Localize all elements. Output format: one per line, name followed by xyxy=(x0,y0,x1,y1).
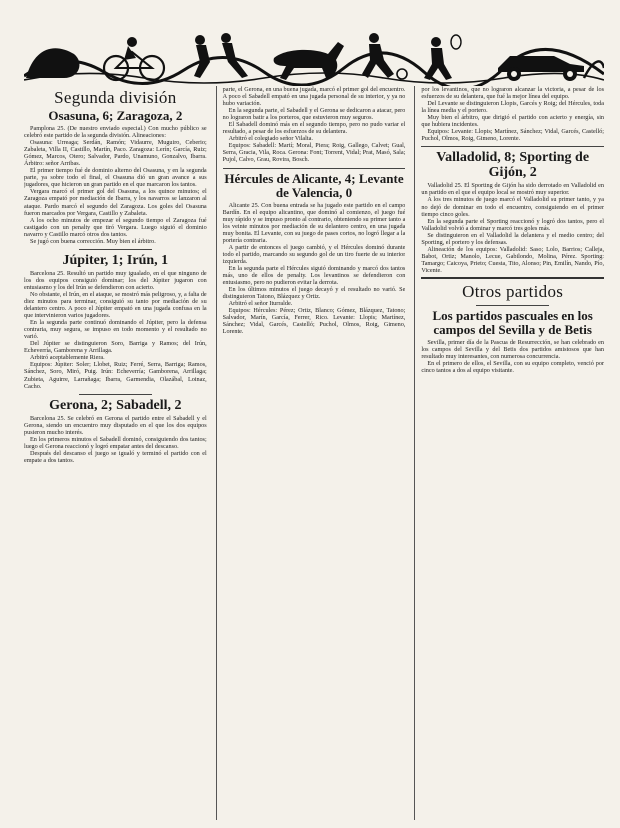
article-paragraph: Barcelona 25. Se celebró en Gerona el partido entre el Sabadell y el Gerona, siendo un encuentro muy disputado en el que los dos equipos pusieron mucho interés. xyxy=(24,414,207,436)
article-paragraph: parte, el Gerona, en una buena jugada, marcó el primer gol del encuentro. A poco el Sabadell empató en una jugada personal de su interior, y ya no hubo variación. xyxy=(222,86,406,108)
headline-hercules-levante: Hércules de Alicante, 4; Levante de Valencia, 0 xyxy=(224,170,404,200)
section-heading-segunda: Segunda división xyxy=(54,88,177,107)
article-paragraph: Equipos: Levante: Llopis; Martínez, Sánchez; Vidal, Garcés, Castelló; Puchol, Olmos, Roig, Gimeno, Lorente. xyxy=(421,128,605,143)
column-2 xyxy=(216,86,406,820)
article-paragraph: Alicante 25. Con buena entrada se ha jugado este partido en el campo Bardín. En el equipo alicantino, que dominó al comienzo, el juego fué muy rápido y se impuso pronto al contrario, obteniendo su primer tanto a los veinte minutos por mediación de su delantero centro, en una jugada muy bonita. El Levante, con su juego de pases cortos, no logró llegar a la portería contraria. xyxy=(222,201,406,244)
divider xyxy=(476,305,549,306)
divider xyxy=(223,168,406,169)
divider xyxy=(79,249,152,250)
article-paragraph: En la segunda parte continuó dominando el Júpiter, pero la defensa contraria, muy segura, se impuso en todo momento y el resultado no varió. xyxy=(24,319,207,341)
article-paragraph: En la segunda parte el Hércules siguió dominando y marcó dos tantos más, uno de ellos de penalty. Los levantinos se defendieron con entusiasmo, pero no pudieron evitar la derrota. xyxy=(222,264,406,287)
article-paragraph: En la segunda parte, el Sabadell y el Gerona se dedicaron a atacar, pero no lograron batir a los porteros, que estuvieron muy seguros. xyxy=(222,107,406,122)
headline-osasuna-zaragoza: Osasuna, 6; Zaragoza, 2 xyxy=(48,108,183,123)
section-heading-otros: Otros partidos xyxy=(462,281,564,301)
article-paragraph: Arbitró el colegiado señor Vilalta. xyxy=(228,135,313,143)
article-paragraph: Después del descanso el juego se igualó y terminó el partido con el empate a dos tantos. xyxy=(24,449,207,464)
article-paragraph: Equipos: Sabadell: Martí; Moral, Piera; Roig, Gallego, Calvet; Gual, Serra, Gracia, Vila, Roca. Gerona: Font; Torrent, Vidal; Prat, Masó, Sala; Pujol, Calvo, Grau, Rovira, Bosch. xyxy=(222,142,406,164)
divider xyxy=(421,146,604,147)
article-paragraph: Pamplona 25. (De nuestro enviado especial.) Con mucho público se celebró este partido de la segunda división. Alineaciones: xyxy=(24,125,207,140)
article-paragraph: Del Júpiter se distinguieron Soro, Barriga y Ramos; del Irún, Echeverría, Gamborena y Arrillaga. xyxy=(24,340,207,355)
divider xyxy=(79,394,152,395)
article-paragraph: Sevilla, primer día de la Pascua de Resurrección, se han celebrado en los campos del Sevilla y del Betis dos partidos amistosos que han resultado muy interesantes, con numerosa concurrencia. xyxy=(421,338,605,361)
headline-jupiter-irun: Júpiter, 1; Irún, 1 xyxy=(62,252,169,268)
article-paragraph: Se jugó con buena corrección. Muy bien el árbitro. xyxy=(30,237,156,245)
column-3 xyxy=(414,86,604,820)
article-paragraph: Se distinguieron en el Valladolid la delantera y el medio centro; del Sporting, el portero y los defensas. xyxy=(421,231,605,246)
article-paragraph: El primer tiempo fué de dominio alterno del Osasuna, y en la segunda parte, ya sobre todo el final, el Osasuna dió un gran avance a sus jugadores, que hicieron un gran partido en el que marcaron los tantos. xyxy=(24,167,207,189)
article-paragraph: A los ocho minutos de empezar el segundo tiempo el Zaragoza fué castigado con un penalty que tiró Vergara. Luego siguió el dominio navarro y Castillo marcó otros dos tantos. xyxy=(24,216,207,238)
headline-gerona-sabadell: Gerona, 2; Sabadell, 2 xyxy=(49,397,182,413)
article-paragraph: Arbitró el señor Iturralde. xyxy=(228,300,293,308)
article-paragraph: Osasuna: Urreaga; Serdán, Ramón; Vidaurre, Muguiro, Ceberio; Zabaleta, Villa II, Castillo, Martín, Paco. Zaragoza: Lerín; García, Ruiz; Gómez, Marcos, Otero; Salvador, Pardo, Unamuno, Gonzalvo, Ibarra. Árbitro: señor Arribas. xyxy=(24,139,207,168)
article-paragraph: En los primeros minutos el Sabadell dominó, consiguiendo dos tantos; luego el Gerona reaccionó y logró empatar antes del descanso. xyxy=(24,435,207,450)
race-car-icon xyxy=(498,56,584,81)
headline-sevilla-betis: Los partidos pascuales en los campos del Sevilla y de Betis xyxy=(432,307,593,337)
article-paragraph: Valladolid 25. El Sporting de Gijón ha sido derrotado en Valladolid en un partido en el que el equipo local se mostró muy superior. xyxy=(421,182,605,197)
article-paragraph: En la segunda parte el Sporting reaccionó y logró dos tantos, pero el Valladolid volvió a dominar y marcó tres goles más. xyxy=(421,217,605,232)
article-paragraph: Barcelona 25. Resultó un partido muy igualado, en el que ninguno de los dos equipos consiguió dominar; los del Júpiter jugaron con entusiasmo y los del Irún se defendieron con acierto. xyxy=(24,269,207,291)
article-paragraph: A los tres minutos de juego marcó el Valladolid su primer tanto, y ya no dejó de dominar en todo el encuentro, consiguiendo en el primer tiempo cinco goles. xyxy=(421,196,605,218)
runners-icon xyxy=(194,33,248,78)
column-1 xyxy=(24,86,207,820)
article-paragraph: Equipos: Hércules: Pérez; Ortiz, Blanco; Gómez, Blázquez, Tatono; Salvador, Marín, García, Ferrer, Rico. Levante: Llopis; Martínez, Sánchez; Vidal, Garcés, Castelló; Puchol, Olmos, Roig, Gimeno, Lorente. xyxy=(222,307,406,336)
tennis-player-icon xyxy=(424,35,461,80)
horse-icon xyxy=(274,42,344,80)
article-paragraph: Muy bien el árbitro, que dirigió el partido con acierto y energía, sin que hubiera incidentes. xyxy=(421,114,605,129)
article-paragraph: Arbitró aceptablemente Riera. xyxy=(30,354,105,362)
article-paragraph: No obstante, el Irún, en el ataque, se mostró más peligroso, y, a falta de diez minutos para terminar, consiguió su tanto por mediación de su delantero centro. A poco el Júpiter empató en una jugada confusa en la que intervinieron varios jugadores. xyxy=(24,290,207,320)
article-paragraph: por los levantinos, que no lograron alcanzar la victoria, a pesar de los esfuerzos de su delantera, que fué la mejor línea del equipo. xyxy=(421,86,605,101)
article-paragraph: En los últimos minutos el juego decayó y el resultado no varió. Se distinguieron Tatono, Blázquez y Ortiz. xyxy=(222,286,406,301)
divider xyxy=(421,277,604,279)
article-paragraph: Equipos: Júpiter: Soler; Llobet, Ruiz; Ferré, Serra, Barriga; Ramos, Sánchez, Soro, Miró, Puig. Irún: Echeverría; Gamborena, Arrillaga; Zubieta, Aguirre, Larrañaga; Ibarra, Garmendia, Olazábal, Loinaz, Cacho. xyxy=(24,361,207,390)
article-paragraph: A partir de entonces el juego cambió, y el Hércules dominó durante todo el partido, marcando su segundo gol de un tiro fuerte de su interior izquierda. xyxy=(222,243,406,265)
article-paragraph: El Sabadell dominó más en el segundo tiempo, pero no pudo variar el resultado, a pesar de los esfuerzos de su delantera. xyxy=(222,121,406,136)
headline-valladolid-sporting: Valladolid, 8; Sporting de Gijón, 2 xyxy=(436,150,590,181)
article-paragraph: Vergara marcó el primer gol del Osasuna, a los quince minutos; el Zaragoza empató por mediación de Ibarra, y los navarros se lanzaron al ataque. Pardo marcó el segundo del Zaragoza. Los goles del Osasuna fueron marcados por Vergara, Castillo y Zabaleta. xyxy=(24,188,207,217)
article-paragraph: Del Levante se distinguieron Llopis, Garcés y Roig; del Hércules, toda la línea media y el portero. xyxy=(421,100,605,115)
article-paragraph: En el primero de ellos, el Sevilla, con su equipo completo, venció por cinco tantos a dos al equipo visitante. xyxy=(421,360,605,375)
article-paragraph: Alineación de los equipos: Valladolid: Saso; Lolo, Barrios; Calleja, Babot, Ortiz; Manolo, Lecue, Gabilondo, Molina, Pérez. Sporting: Tamargo; Caicoya, Prieto; Cuesta, Tito, Alonso; Pin, Emilín, Nando, Pío, Vicente. xyxy=(421,245,605,274)
sports-banner-illustration xyxy=(24,28,604,86)
